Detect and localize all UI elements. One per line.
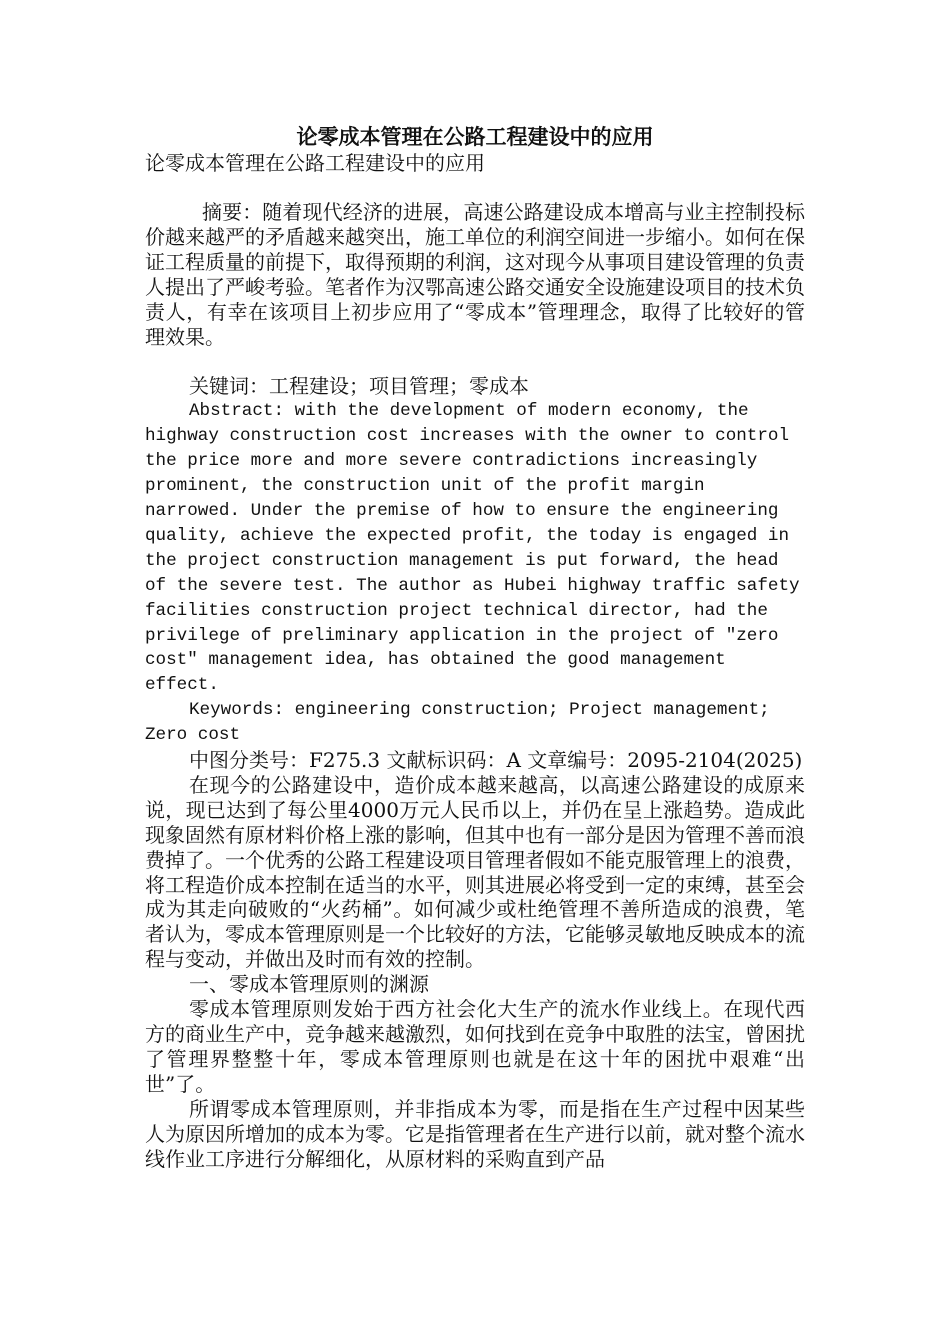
keywords-en: Keywords: engineering construction; Project management; Zero cost <box>145 700 770 746</box>
abstract-cn: 摘要：随着现代经济的进展，高速公路建设成本增高与业主控制投标价越来越严的矛盾越来越突出，施工单位的利润空间进一步缩小。如何在保证工程质量的前提下，取得预期的利润，这对现今从事项目建设管理的负责人提出了严峻考验。笔者作为汉鄂高速公路交通安全设施建设项目的技术负责人，有幸在该项目上初步应用了“零成本”管理理念，取得了比较好的管理效果。 <box>145 200 805 349</box>
paragraph-origin: 零成本管理原则发始于西方社会化大生产的流水作业线上。在现代西方的商业生产中，竞争越来越激烈，如何找到在竞争中取胜的法宝，曾困扰了管理界整整十年，零成本管理原则也就是在这十年的困扰中艰难“出世”了。 <box>145 997 805 1096</box>
paragraph-intro: 在现今的公路建设中，造价成本越来越高，以高速公路建设的成原来说，现已达到了每公里4000万元人民币以上，并仍在呈上涨趋势。造成此现象固然有原材料价格上涨的影响，但其中也有一部分是因为管理不善而浪费掉了。一个优秀的公路工程建设项目管理者假如不能克服管理上的浪费，将工程造价成本控制在适当的水平，则其进展必将受到一定的束缚，甚至会成为其走向破败的“火药桶”。如何减少或杜绝管理不善所造成的浪费，笔者认为，零成本管理原则是一个比较好的方法，它能够灵敏地反映成本的流程与变动，并做出及时而有效的控制。 <box>145 772 805 972</box>
document-subtitle: 论零成本管理在公路工程建设中的应用 <box>145 151 485 175</box>
document-body <box>145 200 805 1171</box>
paragraph-definition: 所谓零成本管理原则，并非指成本为零，而是指在生产过程中因某些人为原因所增加的成本为零。它是指管理者在生产进行以前，就对整个流水线作业工序进行分解细化，从原材料的采购直到产品 <box>145 1096 805 1171</box>
keywords-cn: 关键词：工程建设；项目管理；零成本 <box>189 374 529 399</box>
classification-line: 中图分类号：F275.3 文献标识码：A 文章编号：2095-2104(2025) <box>189 748 803 773</box>
document-title: 论零成本管理在公路工程建设中的应用 <box>296 124 654 149</box>
abstract-en: Abstract: with the development of modern economy, the highway construction cost increases with the owner to control the price more and more severe contradictions increasingly prominent, the construction unit of the profit margin narrowed. Under the premise of how to ensure the engineering quality, achieve the expected profit, the today is engaged in the project construction management is put forward, the head of the severe test. The author as Hubei highway traffic safety facilities construction project technical director, had the privilege of preliminary application in the project of "zero cost" management idea, has obtained the good management effect. <box>145 401 800 696</box>
section-heading: 一、零成本管理原则的渊源 <box>189 972 429 997</box>
spacer <box>145 349 805 374</box>
